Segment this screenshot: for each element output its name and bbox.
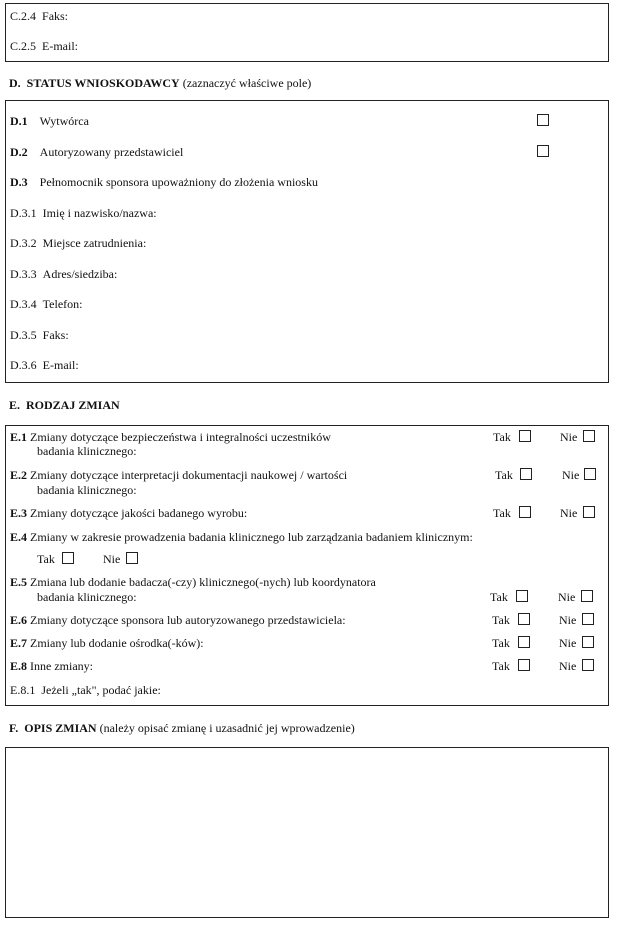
d35-label: Faks: bbox=[42, 328, 69, 342]
e8-line1 bbox=[10, 659, 93, 673]
e6-yes-checkbox[interactable] bbox=[518, 613, 530, 625]
e7-number: E.7 bbox=[10, 636, 28, 650]
e5-no-label: Nie bbox=[558, 590, 576, 604]
e3-no-checkbox[interactable] bbox=[583, 506, 595, 518]
d36-number: D.3.6 bbox=[10, 358, 37, 372]
e6-line1 bbox=[10, 613, 346, 627]
section-f-title: OPIS ZMIAN bbox=[24, 721, 97, 735]
e4-no-checkbox[interactable] bbox=[126, 552, 138, 564]
d31-label: Imię i nazwisko/nazwa: bbox=[42, 206, 157, 220]
e8-label: Inne zmiany: bbox=[30, 659, 93, 673]
e2-yes-label: Tak bbox=[495, 468, 513, 482]
e6-no-label: Nie bbox=[559, 613, 577, 627]
e5-yes-checkbox[interactable] bbox=[516, 590, 528, 602]
e4-number: E.4 bbox=[10, 530, 28, 544]
e5-label: Zmiana lub dodanie badacza(-czy) klinicznego(-nych) lub koordynatora bbox=[30, 575, 376, 589]
c25-label: E-mail: bbox=[42, 39, 79, 53]
e8-no-checkbox[interactable] bbox=[582, 659, 594, 671]
e7-label: Zmiany lub dodanie ośrodka(-ków): bbox=[30, 636, 204, 650]
e5-yes-label: Tak bbox=[490, 590, 508, 604]
e7-yes-checkbox[interactable] bbox=[518, 636, 530, 648]
section-d-header bbox=[9, 76, 311, 90]
c24-row bbox=[10, 9, 68, 23]
e4-no-label: Nie bbox=[103, 552, 121, 566]
d34-number: D.3.4 bbox=[10, 297, 37, 311]
e3-yes-label: Tak bbox=[493, 506, 511, 520]
d32-label: Miejsce zatrudnienia: bbox=[42, 236, 147, 250]
e2-line2: badania klinicznego: bbox=[37, 483, 137, 497]
e1-line1 bbox=[10, 430, 331, 444]
e7-line1 bbox=[10, 636, 204, 650]
d33-row bbox=[10, 267, 117, 281]
description-textarea[interactable] bbox=[5, 747, 609, 918]
e6-label: Zmiany dotyczące sponsora lub autoryzowanego przedstawiciela: bbox=[30, 613, 346, 627]
e4-yes-checkbox[interactable] bbox=[62, 552, 74, 564]
section-e-title: RODZAJ ZMIAN bbox=[26, 398, 120, 412]
d1-checkbox[interactable] bbox=[537, 114, 549, 126]
d1-number: D.1 bbox=[10, 114, 28, 128]
d3-row bbox=[10, 175, 318, 189]
e5-number: E.5 bbox=[10, 575, 28, 589]
d3-number: D.3 bbox=[10, 175, 28, 189]
e6-no-checkbox[interactable] bbox=[582, 613, 594, 625]
e2-label: Zmiany dotyczące interpretacji dokumentacji naukowej / wartości bbox=[30, 468, 348, 482]
e1-no-label: Nie bbox=[560, 430, 578, 444]
d2-label: Autoryzowany przedstawiciel bbox=[39, 145, 184, 159]
e1-line2: badania klinicznego: bbox=[37, 444, 137, 458]
e1-label: Zmiany dotyczące bezpieczeństwa i integralności uczestników bbox=[30, 430, 331, 444]
e3-no-label: Nie bbox=[560, 506, 578, 520]
d31-number: D.3.1 bbox=[10, 206, 37, 220]
e8-number: E.8 bbox=[10, 659, 28, 673]
d36-label: E-mail: bbox=[42, 358, 79, 372]
d3-label: Pełnomocnik sponsora upoważniony do złożenia wniosku bbox=[39, 175, 318, 189]
d2-row bbox=[10, 145, 183, 159]
d33-label: Adres/siedziba: bbox=[42, 267, 118, 281]
section-c-box bbox=[5, 3, 609, 62]
d36-row bbox=[10, 358, 79, 372]
section-d-note: (zaznaczyć właściwe pole) bbox=[182, 76, 312, 90]
d1-row bbox=[10, 114, 89, 128]
e1-yes-checkbox[interactable] bbox=[519, 430, 531, 442]
section-e-letter: E. bbox=[9, 398, 21, 412]
e4-line1 bbox=[10, 530, 473, 544]
d31-row bbox=[10, 206, 157, 220]
d32-number: D.3.2 bbox=[10, 236, 37, 250]
e2-no-label: Nie bbox=[562, 468, 580, 482]
d32-row bbox=[10, 236, 146, 250]
e8-no-label: Nie bbox=[559, 659, 577, 673]
e7-no-label: Nie bbox=[559, 636, 577, 650]
e3-yes-checkbox[interactable] bbox=[519, 506, 531, 518]
e6-yes-label: Tak bbox=[492, 613, 510, 627]
section-f-letter: F. bbox=[9, 721, 19, 735]
e6-number: E.6 bbox=[10, 613, 28, 627]
e5-no-checkbox[interactable] bbox=[581, 590, 593, 602]
c24-label: Faks: bbox=[42, 9, 69, 23]
e3-label: Zmiany dotyczące jakości badanego wyrobu: bbox=[30, 506, 248, 520]
e1-number: E.1 bbox=[10, 430, 28, 444]
d2-number: D.2 bbox=[10, 145, 28, 159]
e3-line1 bbox=[10, 506, 247, 520]
e2-line1 bbox=[10, 468, 347, 482]
d2-checkbox[interactable] bbox=[537, 145, 549, 157]
e4-label: Zmiany w zakresie prowadzenia badania klinicznego lub zarządzania badaniem klinicznym: bbox=[30, 530, 473, 544]
e2-no-checkbox[interactable] bbox=[584, 468, 596, 480]
section-f-note: (należy opisać zmianę i uzasadnić jej wprowadzenie) bbox=[99, 721, 355, 735]
e5-line2: badania klinicznego: bbox=[37, 590, 137, 604]
e2-yes-checkbox[interactable] bbox=[520, 468, 532, 480]
section-d-letter: D. bbox=[9, 76, 21, 90]
section-d-title: STATUS WNIOSKODAWCY bbox=[26, 76, 180, 90]
e81-row bbox=[10, 683, 161, 697]
e3-number: E.3 bbox=[10, 506, 28, 520]
e81-number: E.8.1 bbox=[10, 683, 36, 697]
d35-number: D.3.5 bbox=[10, 328, 37, 342]
d33-number: D.3.3 bbox=[10, 267, 37, 281]
d34-row bbox=[10, 297, 82, 311]
section-e-header bbox=[9, 398, 120, 412]
section-f-header bbox=[9, 721, 355, 735]
c24-number: C.2.4 bbox=[10, 9, 37, 23]
c25-number: C.2.5 bbox=[10, 39, 37, 53]
e1-yes-label: Tak bbox=[493, 430, 511, 444]
e1-no-checkbox[interactable] bbox=[583, 430, 595, 442]
e5-line1 bbox=[10, 575, 376, 589]
d34-label: Telefon: bbox=[42, 297, 83, 311]
e8-yes-label: Tak bbox=[492, 659, 510, 673]
e2-number: E.2 bbox=[10, 468, 28, 482]
d35-row bbox=[10, 328, 69, 342]
e7-no-checkbox[interactable] bbox=[582, 636, 594, 648]
c25-row bbox=[10, 39, 78, 53]
e7-yes-label: Tak bbox=[492, 636, 510, 650]
e8-yes-checkbox[interactable] bbox=[518, 659, 530, 671]
e4-yes-label: Tak bbox=[37, 552, 55, 566]
e81-label: Jeżeli „tak", podać jakie: bbox=[41, 683, 161, 697]
d1-label: Wytwórca bbox=[39, 114, 89, 128]
